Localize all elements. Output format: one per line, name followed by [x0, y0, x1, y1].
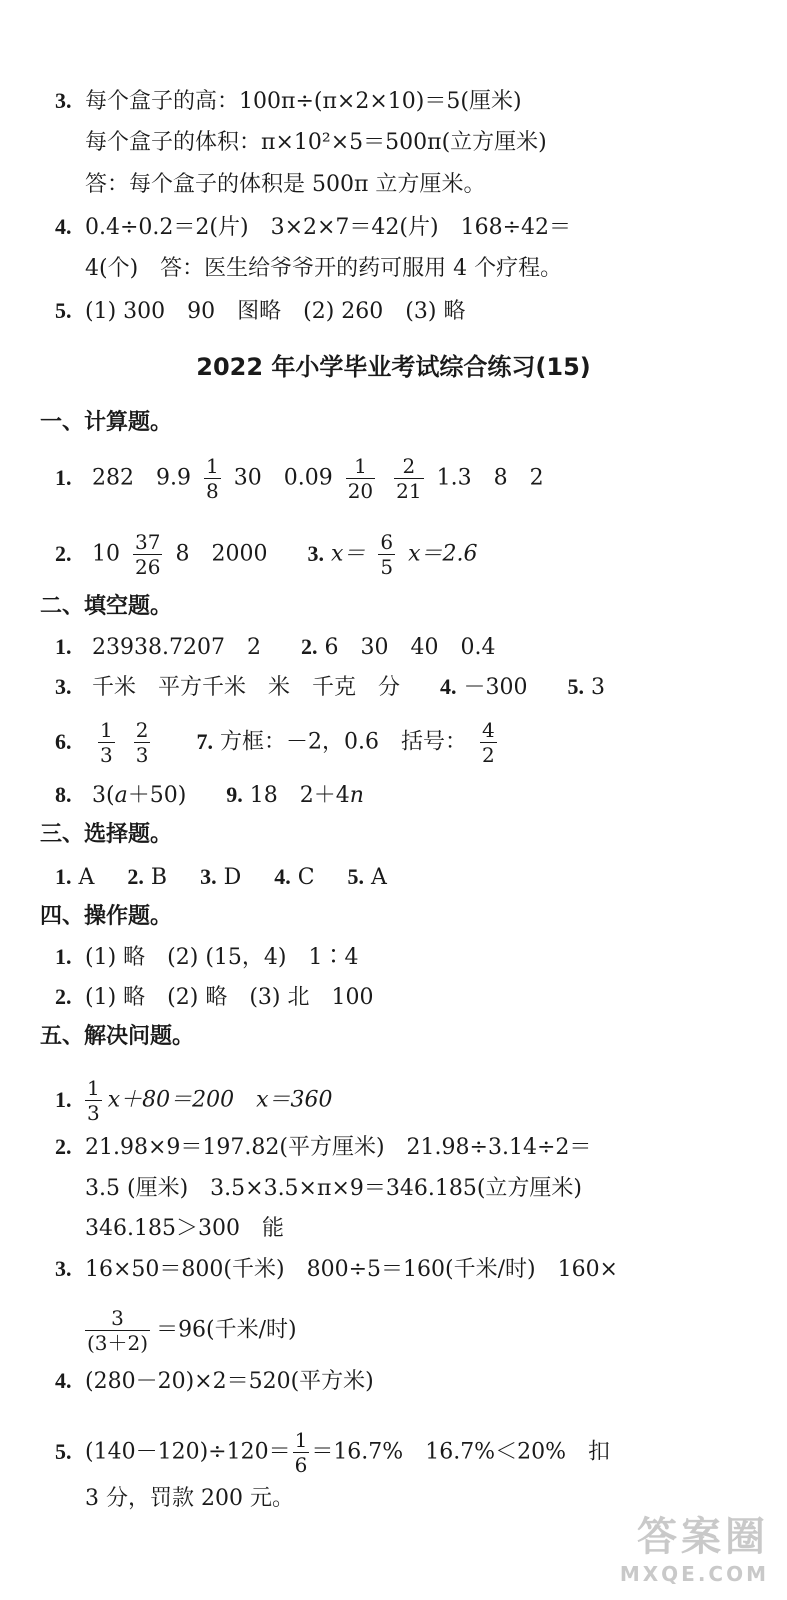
- s2-row3: [55, 718, 503, 767]
- s5-q5-line1: [55, 1428, 610, 1477]
- question-number: 3.: [55, 1256, 72, 1281]
- fraction: $\frac{2}{21}$: [396, 454, 422, 503]
- top-q4-line1: [55, 212, 571, 243]
- answer-text: 方框：－2，0.6 括号：: [219, 729, 467, 755]
- answer-text: 8 2000: [175, 541, 268, 567]
- s3-answers: [55, 862, 387, 893]
- s4-q2: [55, 982, 373, 1013]
- answer-text: x＝2.6: [408, 541, 478, 567]
- question-number: 5.: [347, 864, 365, 889]
- fraction: $\frac{1}{6}$: [294, 1428, 308, 1477]
- question-number: 1.: [55, 1086, 72, 1112]
- answer-text: A: [78, 865, 95, 890]
- question-number: 3.: [55, 674, 72, 699]
- answer-text: a: [114, 783, 128, 808]
- question-number: 5.: [55, 1438, 72, 1464]
- question-number: 2.: [300, 634, 318, 659]
- top-q5-line1: [55, 296, 465, 327]
- section-heading-choice: 三、选择题。: [40, 822, 173, 847]
- answer-text: (1) 略 (2) 略 (3) 北 100: [85, 985, 374, 1010]
- section-heading-problems: 五、解决问题。: [40, 1024, 195, 1049]
- s4-q1: [55, 942, 358, 973]
- question-number: 2.: [55, 1134, 72, 1159]
- answer-text: n: [349, 783, 364, 808]
- answer-text: (1) 300 90 图略 (2) 260 (3) 略: [85, 299, 466, 324]
- fraction: $\frac{3}{(3+2)}$: [87, 1306, 149, 1355]
- s5-q1: [55, 1076, 333, 1125]
- question-number: 2.: [127, 864, 144, 889]
- answer-text: 每个盒子的高：100π÷(π×2×10)＝5(厘米): [85, 89, 522, 114]
- s5-q2-line3: 346.185＞300 能: [85, 1216, 284, 1241]
- answer-text: 3: [591, 675, 606, 700]
- question-number: 5.: [55, 298, 72, 323]
- question-number: 1.: [55, 944, 72, 969]
- s5-q5-line2: 3 分，罚款 200 元。: [85, 1486, 294, 1511]
- top-q3-line2: 每个盒子的体积：π×10²×5＝500π(立方厘米): [85, 130, 547, 155]
- answer-text: (280－20)×2＝520(平方米): [85, 1369, 374, 1394]
- fraction: $\frac{1}{3}$: [87, 1076, 100, 1125]
- answer-text: x＝: [330, 541, 366, 567]
- answer-text: －300: [463, 675, 528, 700]
- answer-text: B: [150, 865, 168, 890]
- fraction: $\frac{1}{20}$: [347, 454, 374, 503]
- fraction: $\frac{2}{3}$: [135, 718, 149, 767]
- question-number: 1.: [55, 464, 72, 490]
- section-heading-operation: 四、操作题。: [40, 904, 173, 929]
- fraction: $\frac{4}{2}$: [481, 718, 495, 767]
- fraction: $\frac{1}{3}$: [100, 718, 113, 767]
- question-number: 8.: [55, 782, 72, 807]
- question-number: 9.: [226, 782, 243, 807]
- answer-text: ＝16.7% 16.7%＜20% 扣: [311, 1439, 610, 1465]
- answer-text: 16×50＝800(千米) 800÷5＝160(千米/时) 160×: [85, 1257, 618, 1282]
- s2-row2: [55, 672, 605, 703]
- question-number: 1.: [55, 864, 72, 889]
- question-number: 4.: [55, 1368, 72, 1393]
- watermark-text: 答案圈: [637, 1514, 769, 1560]
- answer-text: C: [297, 865, 315, 890]
- answer-text: 21.98×9＝197.82(平方厘米) 21.98÷3.14÷2＝: [85, 1135, 592, 1160]
- s1-q1: [55, 454, 544, 503]
- s5-q2-line1: [55, 1132, 591, 1163]
- question-number: 6.: [55, 728, 72, 754]
- top-q3-line3: 答：每个盒子的体积是 500π 立方厘米。: [85, 172, 486, 197]
- answer-text: 282 9.9: [92, 465, 191, 491]
- section-heading-calc: 一、计算题。: [40, 410, 173, 435]
- answer-text: (140－120)÷120＝: [85, 1439, 291, 1465]
- question-number: 7.: [196, 728, 213, 754]
- question-number: 5.: [567, 674, 585, 699]
- s2-row1: [55, 632, 495, 663]
- fraction: $\frac{6}{5}$: [380, 530, 394, 579]
- question-number: 1.: [55, 634, 72, 659]
- answer-text: 10: [92, 541, 120, 567]
- question-number: 4.: [274, 864, 291, 889]
- question-number: 2.: [55, 984, 72, 1009]
- answer-text: 0.4÷0.2＝2(片) 3×2×7＝42(片) 168÷42＝: [85, 215, 572, 240]
- answer-text: x＋80＝200: [107, 1087, 257, 1113]
- answer-text: (1) 略 (2) (15，4) 1∶4: [85, 945, 359, 970]
- question-number: 2.: [55, 540, 72, 566]
- question-number: 3.: [307, 540, 324, 566]
- s2-row4: [55, 780, 364, 811]
- top-q3-line1: [55, 86, 522, 117]
- s5-q4: [55, 1366, 374, 1397]
- answer-text: ＝96(千米/时): [156, 1317, 297, 1343]
- answer-text: 千米 平方千米 米 千克 分: [92, 675, 401, 700]
- answer-text: 30 0.09: [233, 465, 333, 491]
- question-number: 4.: [440, 674, 457, 699]
- answer-text: 3(: [92, 783, 115, 808]
- answer-text: ＋50): [127, 783, 187, 808]
- s5-q2-line2: 3.5 (厘米) 3.5×3.5×π×9＝346.185(立方厘米): [85, 1176, 583, 1201]
- section-heading-fill: 二、填空题。: [40, 594, 173, 619]
- fraction: $\frac{1}{8}$: [205, 454, 219, 503]
- watermark-url: MXQE.COM: [619, 1562, 769, 1586]
- answer-text: 6 30 40 0.4: [324, 635, 496, 660]
- answer-text: 1.3 8 2: [436, 465, 544, 491]
- s5-q3-line2: [85, 1306, 297, 1355]
- answer-text: 23938.7207 2: [92, 635, 261, 660]
- fraction: $\frac{37}{26}$: [135, 530, 161, 579]
- answer-text: D: [223, 865, 242, 890]
- question-number: 3.: [200, 864, 217, 889]
- answer-text: A: [371, 865, 387, 890]
- answer-text: 18 2＋4: [249, 783, 350, 808]
- watermark-logo: [620, 1505, 769, 1586]
- answer-text: x＝360: [256, 1087, 333, 1113]
- s1-q2: [55, 530, 478, 579]
- page-title: 2022 年小学毕业考试综合练习(15): [196, 353, 591, 381]
- question-number: 3.: [55, 88, 72, 113]
- s5-q3-line1: [55, 1254, 618, 1285]
- question-number: 4.: [55, 214, 72, 239]
- top-q4-line2: 4(个) 答：医生给爷爷开的药可服用 4 个疗程。: [85, 256, 563, 281]
